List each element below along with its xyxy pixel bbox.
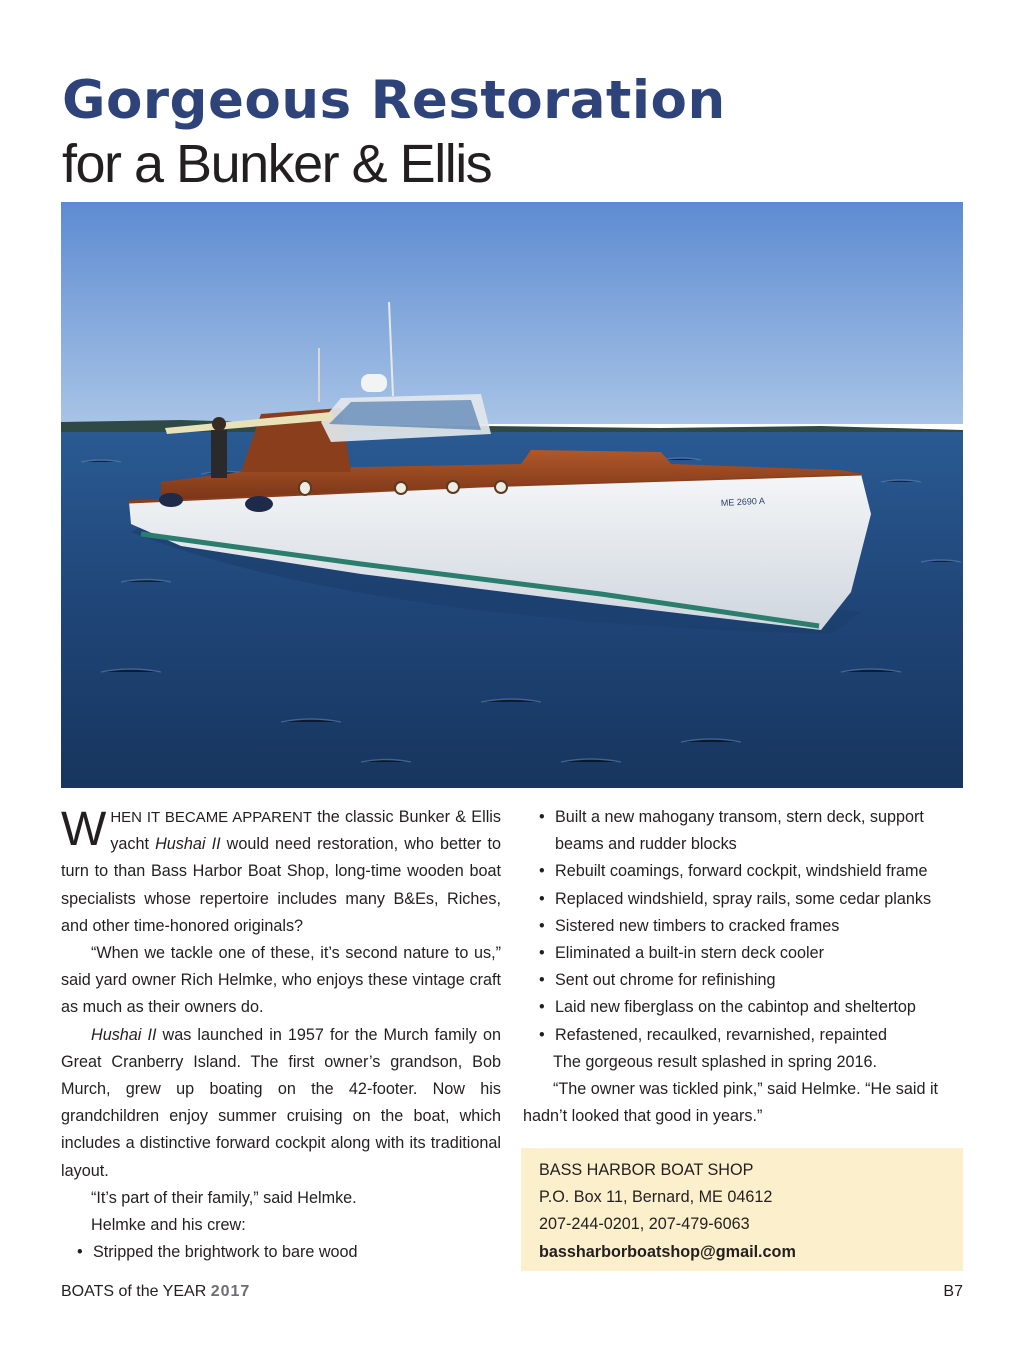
article-paragraph: “It’s part of their family,” said Helmke.	[91, 1188, 357, 1207]
article-subtitle: for a Bunker & Ellis	[62, 134, 492, 194]
hull-number: ME 2690 A	[720, 495, 766, 508]
article-paragraph: Helmke and his crew:	[91, 1216, 246, 1235]
publication-year: 2017	[210, 1283, 251, 1300]
intro-text-a: the classic Bunker & Ellis yacht	[110, 808, 501, 854]
article-paragraph	[61, 1022, 501, 1185]
work-list-item: • Sent out chrome for refinishing	[523, 967, 965, 994]
work-list-item: • Laid new fiberglass on the cabintop and sheltertop	[523, 994, 965, 1021]
work-list-item: • Replaced windshield, spray rails, some cedar planks	[523, 886, 965, 913]
shop-address: P.O. Box 11, Bernard, ME 04612	[539, 1188, 773, 1207]
publication-name: BOATS of the YEAR	[61, 1283, 211, 1300]
article-paragraph: The gorgeous result splashed in spring 2016.	[553, 1052, 877, 1071]
work-list-item: • Stripped the brightwork to bare wood	[61, 1239, 501, 1266]
contact-box	[521, 1148, 963, 1271]
shop-email-link[interactable]: bassharborboatshop@gmail.com	[539, 1242, 796, 1261]
drop-cap: W	[61, 803, 107, 856]
page-number: B7	[943, 1283, 963, 1300]
intro-text-b: would need restoration, who better to turn to than Bass Harbor Boat Shop, long-time wooden boat specialists whose repertoire includes many B&Es, Riches, and other time-honored originals?	[61, 835, 501, 935]
work-list-item: • Rebuilt coamings, forward cockpit, windshield frame	[523, 858, 965, 885]
article-paragraph-intro	[61, 804, 501, 940]
work-list	[523, 804, 965, 1049]
work-list-item: • Eliminated a built-in stern deck cooler	[523, 940, 965, 967]
work-list	[61, 1239, 501, 1266]
shop-phones: 207-244-0201, 207-479-6063	[539, 1215, 750, 1234]
intro-smallcaps: HEN IT BECAME APPARENT	[110, 809, 312, 826]
article-left-column	[61, 804, 501, 1266]
work-list-item: • Built a new mahogany transom, stern deck, support beams and rudder blocks	[523, 804, 965, 858]
article-title: Gorgeous Restoration	[62, 70, 726, 131]
footer-publication	[61, 1282, 250, 1302]
paragraph-text: was launched in 1957 for the Murch family on Great Cranberry Island. The first owner’s grandson, Bob Murch, grew up boating on the 42-footer. Now his grandchildren enjoy summer cruising on the boat, which includes a distinctive forward cockpit along with its traditional layout.	[61, 1025, 501, 1180]
boat-photo	[61, 202, 963, 788]
shop-name: BASS HARBOR BOAT SHOP	[539, 1161, 754, 1179]
boat-name: Hushai II	[91, 1025, 157, 1044]
article-paragraph: “When we tackle one of these, it’s second nature to us,” said yard owner Rich Helmke, who enjoys these vintage craft as much as their owners do.	[61, 944, 501, 1017]
article-paragraph: “The owner was tickled pink,” said Helmke. “He said it hadn’t looked that good in years.”	[523, 1080, 939, 1126]
work-list-item: • Refastened, recaulked, revarnished, repainted	[523, 1022, 965, 1049]
work-list-item: • Sistered new timbers to cracked frames	[523, 913, 965, 940]
article-right-column	[523, 804, 965, 1130]
boat-name: Hushai II	[155, 835, 221, 854]
